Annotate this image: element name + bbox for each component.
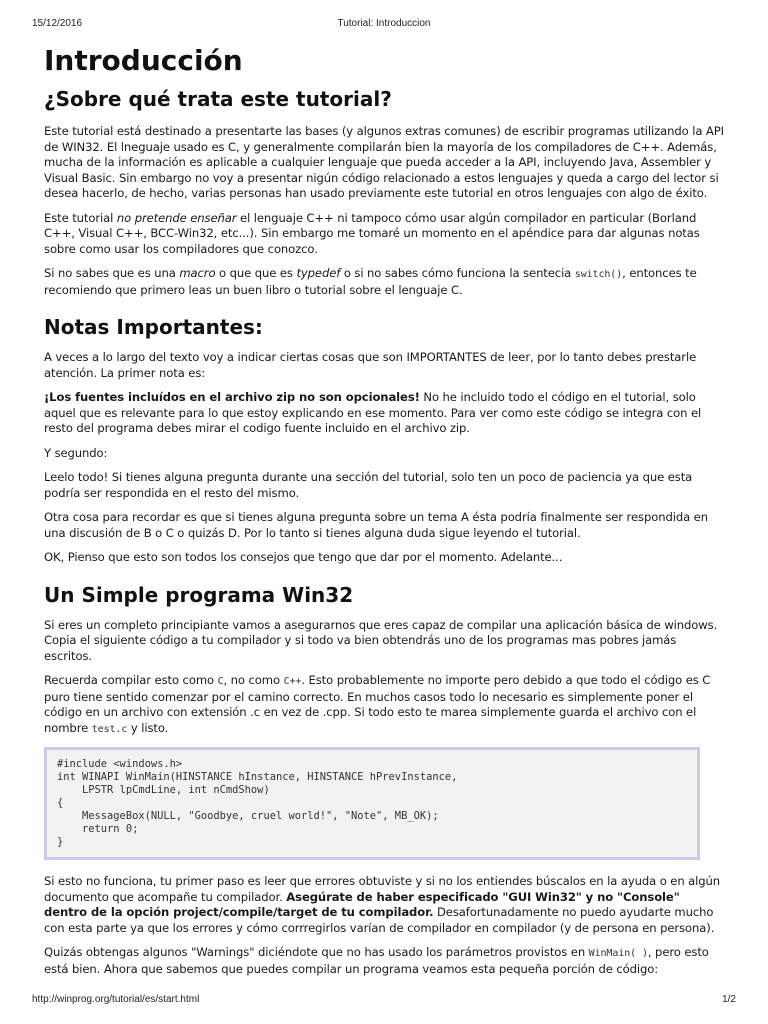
section-heading-notes: Notas Importantes: bbox=[44, 315, 263, 339]
bold-text: Asegúrate de haber especificado "GUI Win32" y no "Console" dentro de la opción project/compile/target de tu compilador. bbox=[44, 889, 680, 919]
document-content bbox=[44, 40, 724, 986]
text-run: Recuerda compilar esto como bbox=[44, 673, 218, 687]
text-run: , no como bbox=[223, 673, 284, 687]
code-listing: #include <windows.h> int WINAPI WinMain(HINSTANCE hInstance, HINSTANCE hPrevInstance, LPSTR lpCmdLine, int nCmdShow) { MessageBox(NULL, "Goodbye, cruel world!", "Note", MB_OK); return 0; } bbox=[57, 758, 458, 848]
section-heading-simple-program: Un Simple programa Win32 bbox=[44, 582, 354, 607]
text-run: el lenguaje C++ ni tampoco cómo usar algún compilador en particular (Borland C++, Visual C++, BCC-Win32, etc...). Sin embargo me tomaré un momento en el apéndice para dar algunas notas sobre como usar los compiladores que conozco. bbox=[44, 210, 700, 256]
inline-code: C bbox=[217, 676, 224, 687]
paragraph bbox=[44, 874, 724, 936]
paragraph bbox=[44, 266, 724, 298]
text-run: . Esto probablemente no importe pero debido a que todo el código es C puro tiene sentido comenzar por el camino correcto. En muchos casos todo lo necesario es simplemente poner el código en un archivo con extensión .c en vez de .cpp. Si todo esto te marea simplemente guarda el archivo con el nombre bbox=[44, 673, 711, 735]
paragraph: Y segundo: bbox=[44, 445, 108, 460]
inline-code: test.c bbox=[91, 723, 128, 735]
paragraph: OK, Pienso que esto son todos los consejos que tengo que dar por el momento. Adelante... bbox=[44, 550, 563, 564]
text-run: Quizás obtengas algunos "Warnings" diciéndote que no has usado los parámetros provistos en bbox=[44, 945, 589, 959]
text-run: o que que es bbox=[215, 266, 297, 280]
paragraph bbox=[44, 673, 724, 737]
code-block bbox=[44, 747, 700, 860]
paragraph bbox=[44, 945, 724, 977]
text-run: , entonces te recomiendo que primero leas un buen libro o tutorial sobre el lenguaje C. bbox=[44, 266, 697, 297]
emphasis-text: typedef bbox=[296, 266, 341, 280]
text-run: Desafortunadamente no puedo ayudarte mucho con esta parte ya que los errores y cómo corrregirlos varían de compilador en compilador (y de persona en persona). bbox=[44, 905, 715, 935]
paragraph: Si eres un completo principiante vamos a asegurarnos que eres capaz de compilar una aplicación básica de windows. Copia el siguiente código a tu compilador y si todo va bien obtendrás uno de los programas mas pobres jamás escritos. bbox=[44, 617, 718, 663]
paragraph: Leelo todo! Si tienes alguna pregunta durante una sección del tutorial, solo ten un poco de paciencia ya que esta podría ser respondida en el resto del mismo. bbox=[44, 470, 693, 500]
inline-code: WinMain( ) bbox=[588, 948, 648, 959]
text-run: , pero esto está bien. Ahora que sabemos que puedes compilar un programa veamos esta pequeña porción de código: bbox=[44, 945, 709, 976]
inline-code: switch() bbox=[574, 269, 623, 280]
paragraph: Este tutorial está destinado a presentarte las bases (y algunos extras comunes) de escribir programas utilizando la API de WIN32. El lneguaje usado es C, y generalmente compilarán bien la mayoría de los compiladores de C++. Además, mucha de la información es aplicable a cualquier lenguaje que pueda acceder a la API, incluyendo Java, Assembler y Visual Basic. Sin embargo no voy a presentar nigún código relacionado a estos lenguajes y queda a cargo del lector si desea hacerlo, de hecho, varias personas han usado previamente este tutorial en otros lenguajes con algo de éxito. bbox=[44, 124, 724, 200]
text-run: Si no sabes que es una bbox=[44, 266, 180, 280]
bold-text: ¡Los fuentes incluídos en el archivo zip no son opcionales! bbox=[44, 390, 420, 404]
inline-code: C++ bbox=[283, 676, 302, 687]
print-footer bbox=[32, 994, 736, 1008]
section-heading-about: ¿Sobre qué trata este tutorial? bbox=[44, 87, 392, 111]
paragraph bbox=[44, 211, 724, 258]
text-run: Este tutorial bbox=[44, 210, 117, 225]
paragraph: Otra cosa para recordar es que si tienes alguna pregunta sobre un tema A ésta podría finalmente ser respondida en una discusión de B o C o quizás D. Por lo tanto si tienes alguna duda sigue leyendo el tutorial. bbox=[44, 510, 708, 540]
text-run: y listo. bbox=[127, 720, 169, 735]
emphasis-text: no pretende enseñar bbox=[116, 210, 237, 225]
page-number: 1/2 bbox=[722, 994, 736, 1005]
text-run: No he incluido todo el código en el tutorial, solo aquel que es relevante para lo que estoy explicando en ese momento. Para ver como este código se integra con el resto del programa debes mirar el codigo fuente incluido en el archivo zip. bbox=[44, 390, 702, 435]
print-header bbox=[32, 18, 736, 32]
page-title: Introducción bbox=[44, 44, 243, 77]
print-title: Tutorial: Introduccion bbox=[337, 18, 431, 29]
emphasis-text: macro bbox=[179, 266, 216, 280]
paragraph: A veces a lo largo del texto voy a indicar ciertas cosas que son IMPORTANTES de leer, por lo tanto debes prestarle atención. La primer nota es: bbox=[44, 350, 697, 380]
paragraph bbox=[44, 390, 724, 437]
text-run: o si no sabes cómo funciona la sentecia bbox=[340, 266, 575, 280]
text-run: Si esto no funciona, tu primer paso es leer que errores obtuviste y si no los entiendes búscalos en la ayuda o en algún documento que acompañe tu compilador. bbox=[44, 874, 721, 904]
print-date: 15/12/2016 bbox=[32, 18, 83, 29]
page-url: http://winprog.org/tutorial/es/start.html bbox=[32, 994, 200, 1005]
